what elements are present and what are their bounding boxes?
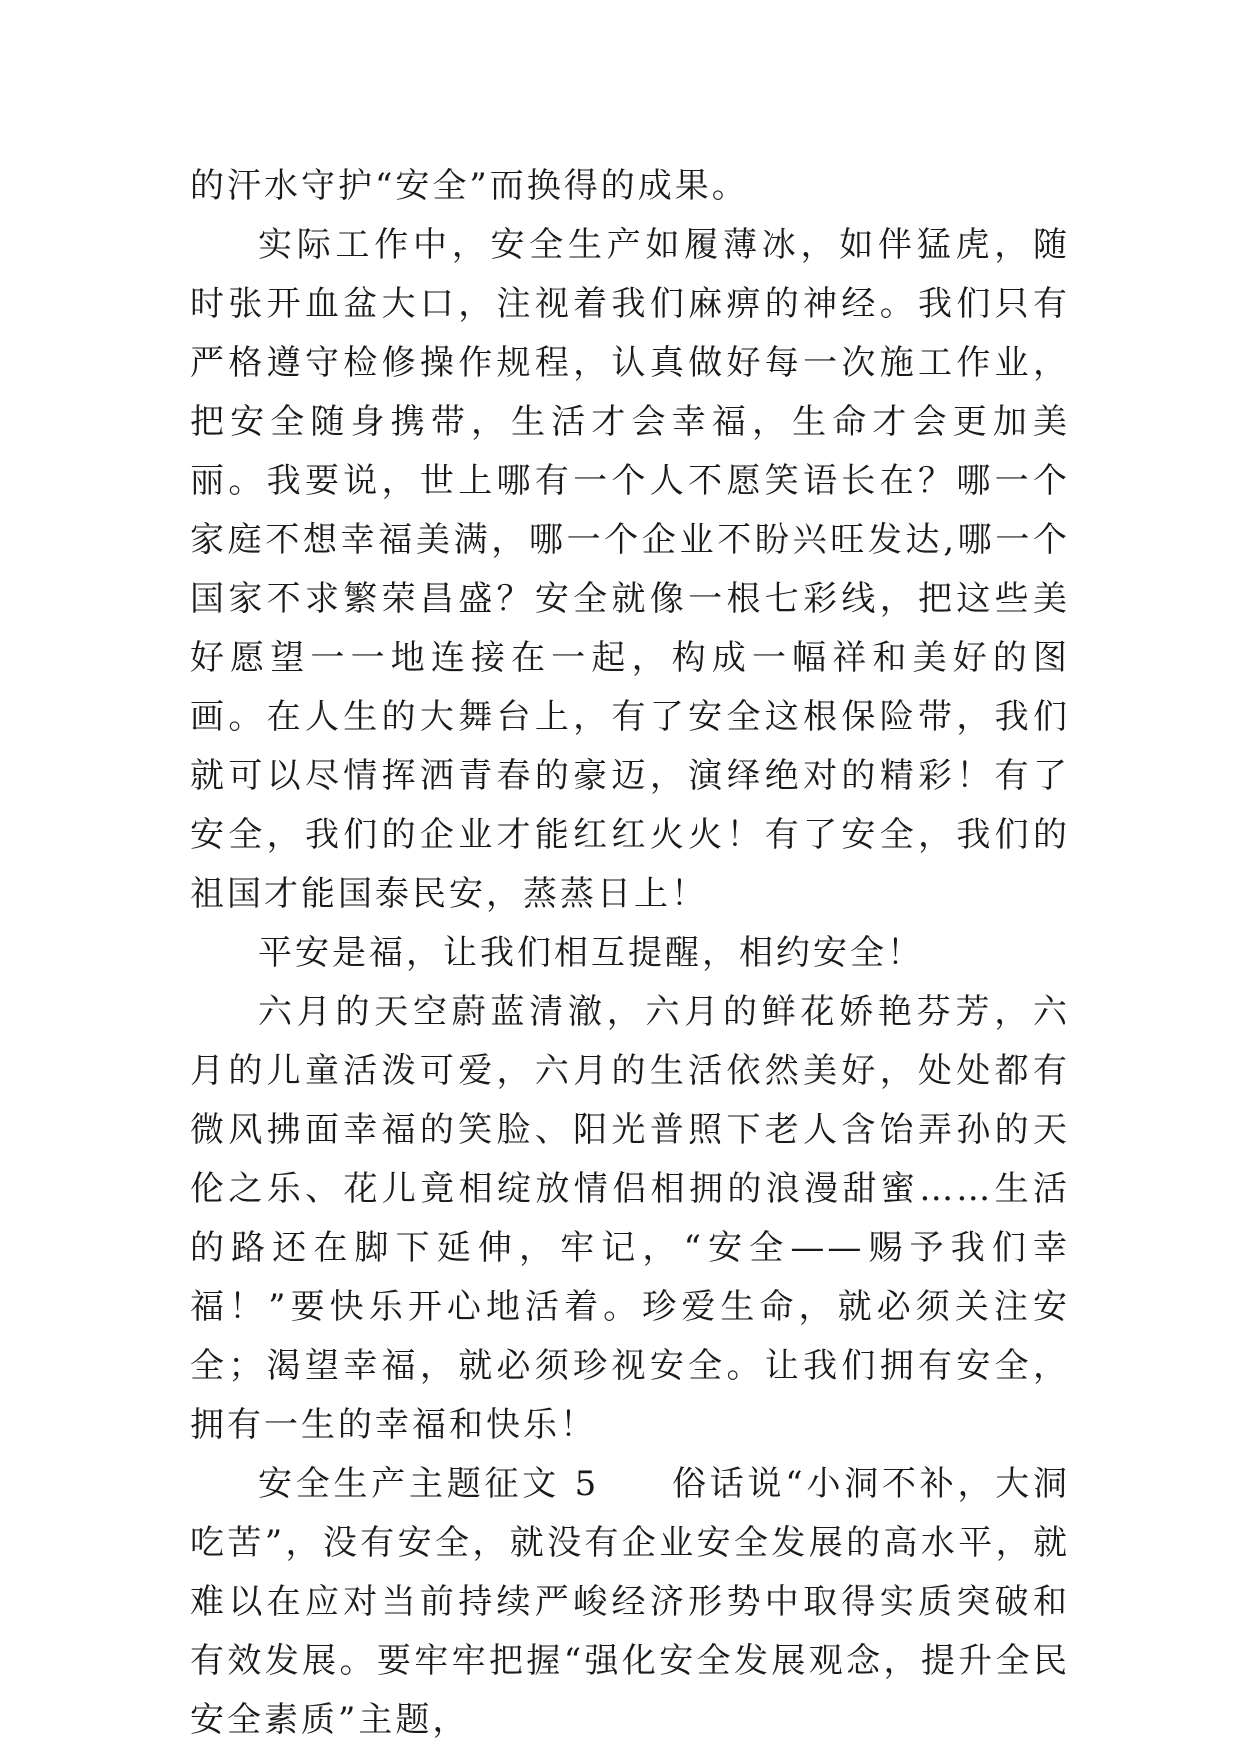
paragraph-2: 实际工作中，安全生产如履薄冰，如伴猛虎，随时张开血盆大口，注视着我们麻痹的神经。我们只有严格遵守检修操作规程，认真做好每一次施工作业，把安全随身携带，生活才会幸福，生命才会更加美丽。我要说，世上哪有一个人不愿笑语长在？哪一个家庭不想幸福美满，哪一个企业不盼兴旺发达,哪一个国家不求繁荣昌盛？安全就像一根七彩线，把这些美好愿望一一地连接在一起，构成一幅祥和美好的图画。在人生的大舞台上，有了安全这根保险带，我们就可以尽情挥洒青春的豪迈，演绎绝对的精彩！有了安全，我们的企业才能红红火火！有了安全，我们的祖国才能国泰民安，蒸蒸日上！ <box>190 225 1070 914</box>
essay-heading: 安全生产主题征文 5 <box>258 1464 600 1504</box>
document-body <box>190 157 1070 1750</box>
paragraph-5 <box>190 1455 1070 1750</box>
paragraph-5-text: 俗话说“小洞不补，大洞吃苦”，没有安全，就没有企业安全发展的高水平，就难以在应对当前持续严峻经济形势中取得实质突破和有效发展。要牢牢把握“强化安全发展观念，提升全民安全素质”主题， <box>190 1464 1070 1740</box>
paragraph-3: 平安是福，让我们相互提醒，相约安全！ <box>258 933 924 973</box>
paragraph-1: 的汗水守护“安全”而换得的成果。 <box>190 166 749 206</box>
paragraph-4: 六月的天空蔚蓝清澈，六月的鲜花娇艳芬芳，六月的儿童活泼可爱，六月的生活依然美好，处处都有微风拂面幸福的笑脸、阳光普照下老人含饴弄孙的天伦之乐、花儿竟相绽放情侣相拥的浪漫甜蜜……生活的路还在脚下延伸，牢记，“安全——赐予我们幸福！”要快乐开心地活着。珍爱生命，就必须关注安全；渴望幸福，就必须珍视安全。让我们拥有安全，拥有一生的幸福和快乐！ <box>190 992 1070 1445</box>
heading-gap <box>599 1464 672 1504</box>
